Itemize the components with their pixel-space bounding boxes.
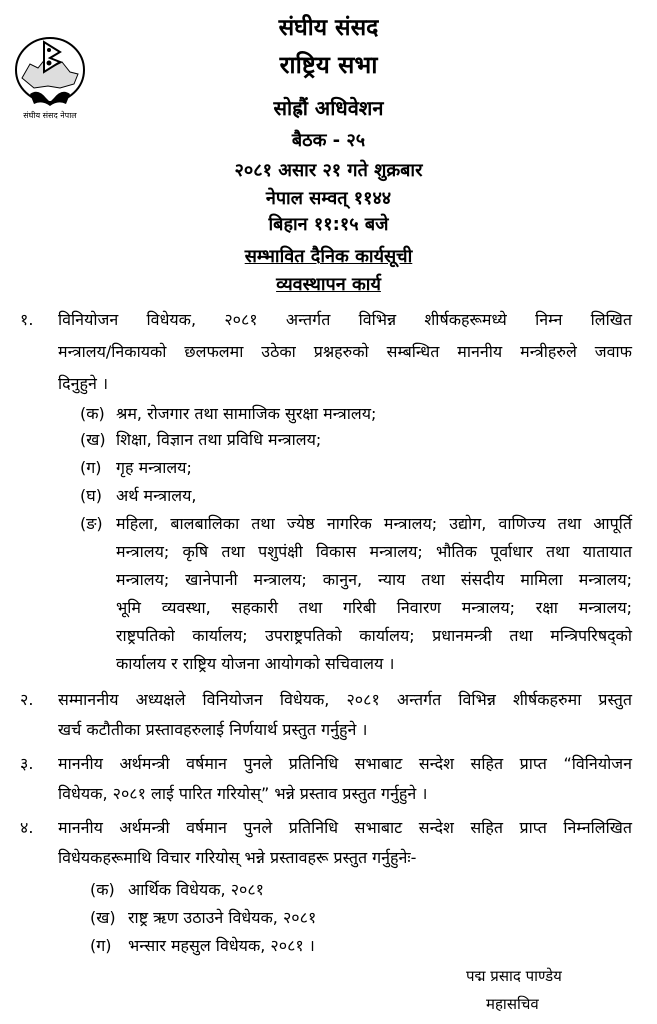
header-line-date: २०८१ असार २१ गते शुक्रबार bbox=[234, 160, 423, 181]
sub-item-text-line: महिला, बालबालिका तथा ज्येष्ठ नागरिक मन्त्रालय; उद्योग, वाणिज्य तथा आपूर्ति bbox=[116, 514, 633, 533]
item-number: ४. bbox=[20, 818, 34, 837]
item-number: ३. bbox=[20, 754, 34, 773]
sub-item-text: भन्सार महसुल विधेयक, २०८१ । bbox=[128, 936, 315, 955]
item-text-line: दिनुहुने । bbox=[58, 374, 109, 393]
header-line-meeting: बैठक - २५ bbox=[291, 130, 366, 151]
item-text-line: माननीय अर्थमन्त्री वर्षमान पुनले प्रतिनिधि सभाबाट सन्देश सहित प्राप्त “विनियोजन bbox=[58, 754, 632, 773]
header-line-national-assembly: राष्ट्रिय सभा bbox=[279, 51, 378, 79]
sub-item-text: श्रम, रोजगार तथा सामाजिक सुरक्षा मन्त्रालय; bbox=[116, 404, 377, 423]
sub-item-text-line: कार्यालय र राष्ट्रिय योजना आयोगको सचिवालय । bbox=[116, 654, 395, 673]
sub-item-text-line: राष्ट्रपतिको कार्यालय; उपराष्ट्रपतिको कार्यालय; प्रधानमन्त्री तथा मन्त्रिपरिषद्को bbox=[116, 626, 632, 645]
item-text-line: सम्माननीय अध्यक्षले विनियोजन विधेयक, २०८१ अन्तर्गत विभिन्न शीर्षकहरुमा प्रस्तुत bbox=[58, 690, 632, 709]
sub-item-text-line: मन्त्रालय; खानेपानी मन्त्रालय; कानुन, न्याय तथा संसदीय मामिला मन्त्रालय; bbox=[116, 570, 632, 589]
item-text-line: विधेयक, २०८१ लाई पारित गरियोस्” भन्ने प्रस्ताव प्रस्तुत गर्नुहुने । bbox=[58, 784, 428, 803]
signatory-name: पद्म प्रसाद पाण्डेय bbox=[466, 967, 562, 985]
sub-item-label: (ख) bbox=[90, 908, 116, 927]
sub-item-label: (ग) bbox=[80, 458, 102, 477]
header-line-nepal-samvat: नेपाल सम्वत् ११४४ bbox=[265, 188, 392, 209]
item-text-line: विनियोजन विधेयक, २०८१ अन्तर्गत विभिन्न शीर्षकहरूमध्ये निम्न लिखित bbox=[58, 310, 632, 329]
sub-item-text: गृह मन्त्रालय; bbox=[116, 458, 192, 477]
signatory-title: महासचिव bbox=[486, 995, 539, 1013]
sub-item-text: शिक्षा, विज्ञान तथा प्रविधि मन्त्रालय; bbox=[116, 430, 322, 449]
logo-caption: संघीय संसद नेपाल bbox=[23, 111, 77, 120]
header-line-session: सोह्रौं अधिवेशन bbox=[273, 96, 384, 120]
header-line-parliament: संघीय संसद bbox=[278, 15, 379, 41]
item-number: २. bbox=[20, 690, 34, 709]
item-number: १. bbox=[20, 310, 34, 329]
sub-item-text-line: भूमि व्यवस्था, सहकारी तथा गरिबी निवारण मन्त्रालय; रक्षा मन्त्रालय; bbox=[116, 598, 632, 617]
sub-item-label: (ख) bbox=[80, 430, 106, 449]
item-text-line: मन्त्रालय/निकायको छलफलमा उठेका प्रश्नहरुको सम्बन्धित माननीय मन्त्रीहरुले जवाफ bbox=[58, 342, 632, 361]
sub-item-label: (ङ) bbox=[80, 514, 103, 533]
sub-item-text: आर्थिक विधेयक, २०८१ bbox=[128, 880, 264, 899]
item-text-line: विधेयकहरूमाथि विचार गरियोस् भन्ने प्रस्तावहरू प्रस्तुत गर्नुहुनेः- bbox=[58, 848, 417, 867]
item-text-line: माननीय अर्थमन्त्री वर्षमान पुनले प्रतिनिधि सभाबाट सन्देश सहित प्राप्त निम्नलिखित bbox=[58, 818, 632, 837]
header-line-legislative-business: व्यवस्थापन कार्य bbox=[276, 274, 381, 295]
sub-item-text: अर्थ मन्त्रालय, bbox=[116, 486, 197, 505]
sub-item-text: राष्ट्र ऋण उठाउने विधेयक, २०८१ bbox=[128, 908, 317, 927]
item-text-line: खर्च कटौतीका प्रस्तावहरुलाई निर्णयार्थ प्रस्तुत गर्नुहुने । bbox=[58, 720, 368, 739]
sub-item-label: (ग) bbox=[90, 936, 112, 955]
sub-item-label: (घ) bbox=[80, 486, 102, 505]
header-line-time: बिहान ११:१५ बजे bbox=[268, 214, 389, 235]
sub-item-text-line: मन्त्रालय; कृषि तथा पशुपंक्षी विकास मन्त्रालय; भौतिक पूर्वाधार तथा यातायात bbox=[116, 542, 632, 561]
header-line-agenda-title: सम्भावित दैनिक कार्यसूची bbox=[244, 246, 413, 267]
sub-item-label: (क) bbox=[80, 404, 105, 423]
sub-item-label: (क) bbox=[90, 880, 115, 899]
